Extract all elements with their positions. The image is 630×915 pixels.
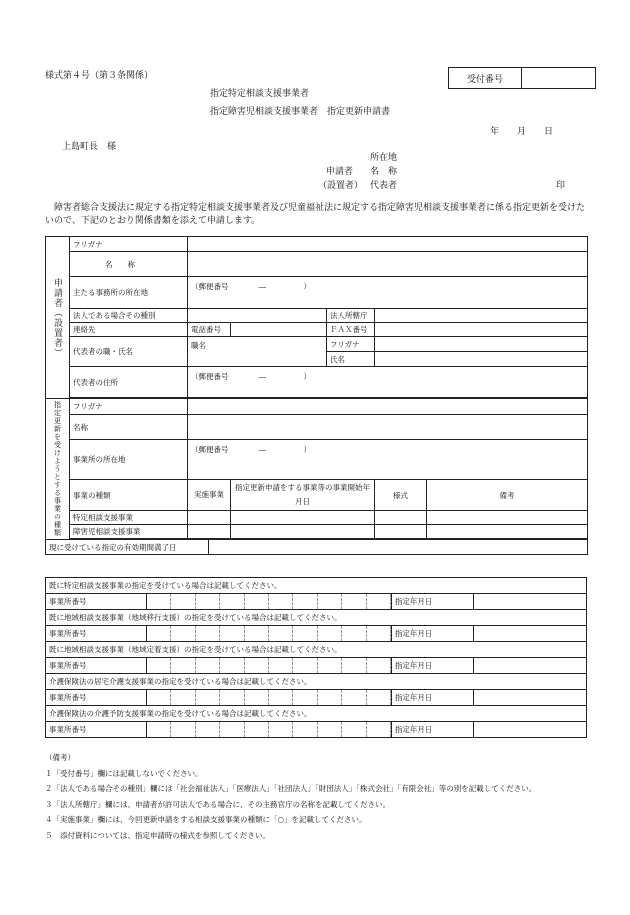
office-number-digit[interactable] (269, 594, 293, 609)
office-number-digit[interactable] (147, 658, 171, 673)
type2-style-field[interactable] (375, 525, 427, 539)
note-item: ２「法人である場合その種別」欄には「社会福祉法人」「医療法人」「社団法人」「財団法人」「株式会社」「有限会社」等の別を記載してください。 (45, 784, 537, 793)
type1-remarks-field[interactable] (427, 511, 588, 525)
office-number-digit[interactable] (318, 722, 342, 737)
date-field: 年 月 日 (490, 127, 554, 137)
rep-address-label: 代表者の住所 (70, 367, 188, 398)
office-number-digit[interactable] (293, 690, 317, 705)
office-number-digit[interactable] (220, 690, 244, 705)
designation-section-title: 既に特定相談支援事業の指定を受けている場合は記載してください。 (46, 578, 586, 594)
designated-date-label: 指定年月日 (391, 722, 474, 737)
office-number-digit[interactable] (147, 594, 171, 609)
type2-label: 障害児相談支援事業 (70, 525, 188, 539)
office-number-digit[interactable] (147, 626, 171, 641)
setter-label: （設置者） (318, 181, 364, 191)
office-address-label: 主たる事務所の所在地 (70, 277, 188, 309)
office-number-digit[interactable] (367, 722, 391, 737)
business-furigana-label: フリガナ (70, 399, 188, 415)
office-number-digit[interactable] (342, 626, 366, 641)
corp-authority-label: 法人所轄庁 (327, 309, 375, 323)
impl-header: 実施事業 (188, 480, 231, 511)
office-number-digit[interactable] (196, 722, 220, 737)
office-number-digit[interactable] (367, 658, 391, 673)
business-name-label: 名称 (70, 415, 188, 440)
contact-label: 連絡先 (70, 323, 188, 337)
office-number-digit[interactable] (367, 594, 391, 609)
business-side-label: 指定更新を受けようとする事業の種類 (46, 399, 70, 540)
office-number-digit[interactable] (220, 722, 244, 737)
office-number-digit[interactable] (245, 658, 269, 673)
office-number-label: 事業所番号 (46, 658, 147, 673)
designated-date-field[interactable] (474, 690, 586, 705)
applicant-name-label: 名 称 (370, 167, 398, 177)
office-number-digit[interactable] (318, 690, 342, 705)
type2-remarks-field[interactable] (427, 525, 588, 539)
designation-section-title: 既に地域相談支援事業（地域定着支援）の指定を受けている場合は記載してください。 (46, 642, 586, 658)
office-number-digit[interactable] (171, 722, 195, 737)
office-number-digit[interactable] (342, 594, 366, 609)
remarks-header: 備考 (427, 480, 588, 511)
form-number: 様式第４号（第３条関係） (45, 71, 154, 81)
office-number-digit[interactable] (147, 722, 171, 737)
designation-section-title: 既に地域相談支援事業（地域移行支援）の指定を受けている場合は記載してください。 (46, 610, 586, 626)
note-item: ３「法人所轄庁」欄には、申請者が許可法人である場合に、その主務官庁の名称を記載してください。 (45, 799, 390, 809)
addressee: 上島町長 様 (62, 142, 117, 152)
applicant-furigana-field[interactable] (188, 237, 588, 252)
corp-type-field[interactable] (188, 309, 327, 323)
fax-field[interactable] (375, 323, 588, 337)
designation-section (45, 706, 587, 738)
office-number-digit[interactable] (293, 594, 317, 609)
office-number-digit[interactable] (220, 658, 244, 673)
rep-title-label: 代表者の職・氏名 (70, 337, 188, 367)
office-number-label: 事業所番号 (46, 722, 147, 737)
designated-date-field[interactable] (474, 722, 586, 737)
expiry-label: 現に受けている指定の有効期間満了日 (46, 540, 209, 555)
receipt-label: 受付番号 (449, 68, 522, 88)
designation-section-title: 介護保険法の介護予防支援事業の指定を受けている場合は記載してください。 (46, 706, 586, 722)
designated-date-label: 指定年月日 (391, 626, 474, 641)
note-item: ４「実施事業」欄には、今回更新申請をする相談支援事業の種類に「○」を記載してください。 (45, 815, 367, 824)
designation-section (45, 577, 587, 610)
designation-row (46, 658, 586, 673)
fax-label: ＦＡＸ番号 (327, 323, 375, 337)
rep-name-label: 氏名 (327, 352, 375, 367)
designation-row (46, 722, 586, 737)
applicant-furigana-label: フリガナ (70, 237, 188, 252)
office-number-digit[interactable] (293, 722, 317, 737)
office-number-digit[interactable] (171, 690, 195, 705)
office-number-digit[interactable] (367, 690, 391, 705)
title-line1: 指定特定相談支援事業者 (210, 89, 310, 99)
applicant-side-label: 申請者（設置者） (46, 237, 70, 399)
business-postal[interactable]: （郵便番号 ― ） (188, 440, 588, 480)
designated-date-field[interactable] (474, 658, 586, 673)
type1-label: 特定相談支援事業 (70, 511, 188, 525)
corp-type-label: 法人である場合その種別 (70, 309, 188, 323)
applicant-label: 申請者 (326, 167, 354, 177)
office-number-digit[interactable] (196, 594, 220, 609)
designation-section (45, 642, 587, 674)
designated-date-label: 指定年月日 (391, 690, 474, 705)
rep-postal[interactable]: （郵便番号 ― ） (188, 367, 588, 398)
notes-heading: （備考） (45, 753, 75, 762)
receipt-box (448, 67, 596, 89)
start-date-header: 指定更新申請をする事業等の事業開始年月日 (231, 480, 375, 511)
designation-sections (45, 577, 587, 738)
office-number-label: 事業所番号 (46, 690, 147, 705)
position-label: 職名 (188, 337, 327, 367)
office-number-digit[interactable] (196, 626, 220, 641)
rep-furigana-field[interactable] (375, 337, 588, 352)
type1-style-field[interactable] (375, 511, 427, 525)
office-number-label: 事業所番号 (46, 626, 147, 641)
address-label: 所在地 (370, 153, 398, 163)
business-furigana-field[interactable] (188, 399, 588, 415)
office-number-digit[interactable] (269, 722, 293, 737)
office-number-digit[interactable] (196, 690, 220, 705)
rep-name-field[interactable] (375, 352, 588, 367)
type2-start-field[interactable] (231, 525, 375, 539)
tel-field[interactable] (231, 323, 327, 337)
office-number-digit[interactable] (220, 626, 244, 641)
applicant-name-field[interactable] (188, 252, 588, 277)
office-number-digit[interactable] (147, 690, 171, 705)
office-number-digit[interactable] (171, 626, 195, 641)
designation-section-title: 介護保険法の居宅介護支援事業の指定を受けている場合は記載してください。 (46, 674, 586, 690)
office-number-digit[interactable] (245, 626, 269, 641)
title-line2: 指定障害児相談支援事業者 指定更新申請書 (210, 107, 391, 117)
designation-section (45, 610, 587, 642)
office-number-digit[interactable] (342, 690, 366, 705)
type1-start-field[interactable] (231, 511, 375, 525)
office-number-digit[interactable] (220, 594, 244, 609)
office-number-digit[interactable] (342, 658, 366, 673)
business-location-label: 事業所の所在地 (70, 440, 188, 480)
rep-furigana-label: フリガナ (327, 337, 375, 352)
office-number-digit[interactable] (318, 594, 342, 609)
designated-date-label: 指定年月日 (391, 658, 474, 673)
office-number-digit[interactable] (269, 626, 293, 641)
designated-date-label: 指定年月日 (391, 594, 474, 609)
office-number-digit[interactable] (269, 658, 293, 673)
type1-impl-field[interactable] (188, 511, 231, 525)
style-header: 様式 (375, 480, 427, 511)
office-number-digit[interactable] (269, 690, 293, 705)
business-type-label: 事業の種類 (70, 480, 188, 511)
tel-label: 電話番号 (188, 323, 231, 337)
applicant-name-row-label: 名 称 (70, 252, 188, 277)
office-number-digit[interactable] (196, 658, 220, 673)
designation-row (46, 626, 586, 641)
office-number-label: 事業所番号 (46, 594, 147, 609)
designation-row (46, 690, 586, 705)
business-name-field[interactable] (188, 415, 588, 440)
representative-label: 代表者 (370, 181, 398, 191)
office-number-digit[interactable] (171, 658, 195, 673)
office-number-digit[interactable] (293, 658, 317, 673)
corp-authority-field[interactable] (375, 309, 588, 323)
office-number-digit[interactable] (318, 658, 342, 673)
designation-section (45, 674, 587, 706)
note-item: １「受付番号」欄には記載しないでください。 (45, 768, 203, 778)
intro-text: 障害者総合支援法に規定する指定特定相談支援事業者及び児童福祉法に規定する指定障害児相談支援事業者に係る指定更新を受けたいので、下記のとおり関係書類を添えて申請します。 (45, 203, 586, 226)
notes (45, 750, 536, 843)
office-number-digit[interactable] (171, 594, 195, 609)
receipt-number-field[interactable] (522, 68, 595, 88)
office-number-digit[interactable] (245, 594, 269, 609)
office-number-digit[interactable] (318, 626, 342, 641)
office-postal[interactable]: （郵便番号 ― ） (188, 277, 588, 309)
office-number-digit[interactable] (367, 626, 391, 641)
office-number-digit[interactable] (293, 626, 317, 641)
application-form-table (45, 236, 588, 555)
designated-date-field[interactable] (474, 594, 586, 609)
office-number-digit[interactable] (245, 690, 269, 705)
designation-row (46, 594, 586, 609)
expiry-field[interactable] (209, 540, 588, 555)
type2-impl-field[interactable] (188, 525, 231, 539)
office-number-digit[interactable] (245, 722, 269, 737)
seal-mark: 印 (556, 181, 566, 191)
note-item: ５ 添付資料については、指定申請時の様式を参照してください。 (45, 830, 270, 840)
designated-date-field[interactable] (474, 626, 586, 641)
office-number-digit[interactable] (342, 722, 366, 737)
